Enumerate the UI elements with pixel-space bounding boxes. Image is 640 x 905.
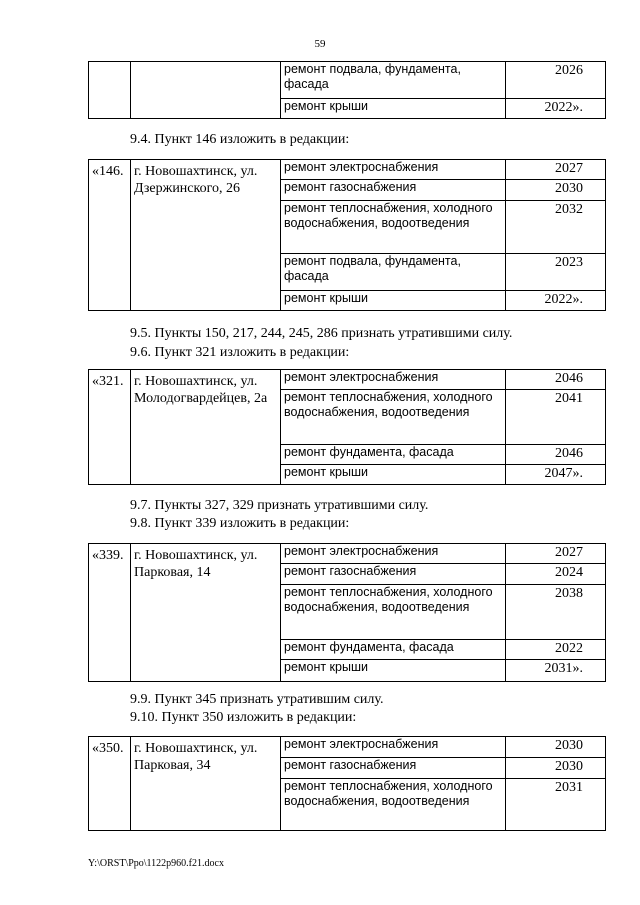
work-cell: ремонт электроснабжения [281,160,506,180]
work-cell: ремонт электроснабжения [281,737,506,758]
work-cell: ремонт теплоснабжения, холодного водоснабжения, водоотведения [281,201,506,254]
address-cell: г. Новошахтинск, ул. Парковая, 14 [131,544,281,682]
table-item-350 [88,736,606,831]
work-cell: ремонт газоснабжения [281,180,506,201]
year-cell: 2046 [506,370,606,390]
paragraph: 9.6. Пункт 321 изложить в редакции: [130,345,350,360]
table-row [89,544,606,564]
year-cell: 2022». [506,99,606,119]
paragraph: 9.8. Пункт 339 изложить в редакции: [130,516,350,531]
table-item-339 [88,543,606,682]
year-cell: 2027 [506,544,606,564]
work-cell: ремонт крыши [281,465,506,485]
year-cell: 2022». [506,291,606,311]
year-cell: 2022 [506,640,606,660]
year-cell: 2031». [506,660,606,682]
work-cell: ремонт теплоснабжения, холодного водоснабжения, водоотведения [281,585,506,640]
table-row [89,370,606,390]
year-cell: 2030 [506,737,606,758]
work-cell: ремонт электроснабжения [281,544,506,564]
year-cell: 2027 [506,160,606,180]
item-number-cell: «321. [89,370,131,485]
address-cell [131,62,281,119]
year-cell: 2023 [506,254,606,291]
table-continuation [88,61,606,119]
year-cell: 2030 [506,180,606,201]
item-number-cell [89,62,131,119]
work-cell: ремонт подвала, фундамента, фасада [281,254,506,291]
paragraph: 9.7. Пункты 327, 329 признать утратившими силу. [130,498,429,513]
year-cell: 2038 [506,585,606,640]
paragraph: 9.10. Пункт 350 изложить в редакции: [130,710,357,725]
year-cell: 2032 [506,201,606,254]
item-number-cell: «146. [89,160,131,311]
paragraph: 9.9. Пункт 345 признать утратившим силу. [130,692,384,707]
year-cell: 2030 [506,758,606,779]
year-cell: 2041 [506,390,606,445]
item-number-cell: «339. [89,544,131,682]
footer-file-path: Y:\ORST\Ppo\1122p960.f21.docx [88,858,224,869]
work-cell: ремонт газоснабжения [281,564,506,585]
work-cell: ремонт теплоснабжения, холодного водоснабжения, водоотведения [281,779,506,831]
address-cell: г. Новошахтинск, ул. Молодогвардейцев, 2а [131,370,281,485]
work-cell: ремонт крыши [281,99,506,119]
work-cell: ремонт теплоснабжения, холодного водоснабжения, водоотведения [281,390,506,445]
address-cell: г. Новошахтинск, ул. Парковая, 34 [131,737,281,831]
work-cell: ремонт крыши [281,660,506,682]
year-cell: 2024 [506,564,606,585]
table-row [89,62,606,99]
table-row [89,737,606,758]
work-cell: ремонт фундамента, фасада [281,640,506,660]
year-cell: 2031 [506,779,606,831]
address-cell: г. Новошахтинск, ул. Дзержинского, 26 [131,160,281,311]
item-number-cell: «350. [89,737,131,831]
year-cell: 2026 [506,62,606,99]
page-number: 59 [314,38,326,50]
table-row [89,160,606,180]
year-cell: 2047». [506,465,606,485]
year-cell: 2046 [506,445,606,465]
work-cell: ремонт подвала, фундамента, фасада [281,62,506,99]
paragraph: 9.4. Пункт 146 изложить в редакции: [130,132,350,147]
work-cell: ремонт электроснабжения [281,370,506,390]
work-cell: ремонт фундамента, фасада [281,445,506,465]
paragraph: 9.5. Пункты 150, 217, 244, 245, 286 признать утратившими силу. [130,326,513,341]
work-cell: ремонт газоснабжения [281,758,506,779]
work-cell: ремонт крыши [281,291,506,311]
table-item-321 [88,369,606,485]
table-item-146 [88,159,606,311]
